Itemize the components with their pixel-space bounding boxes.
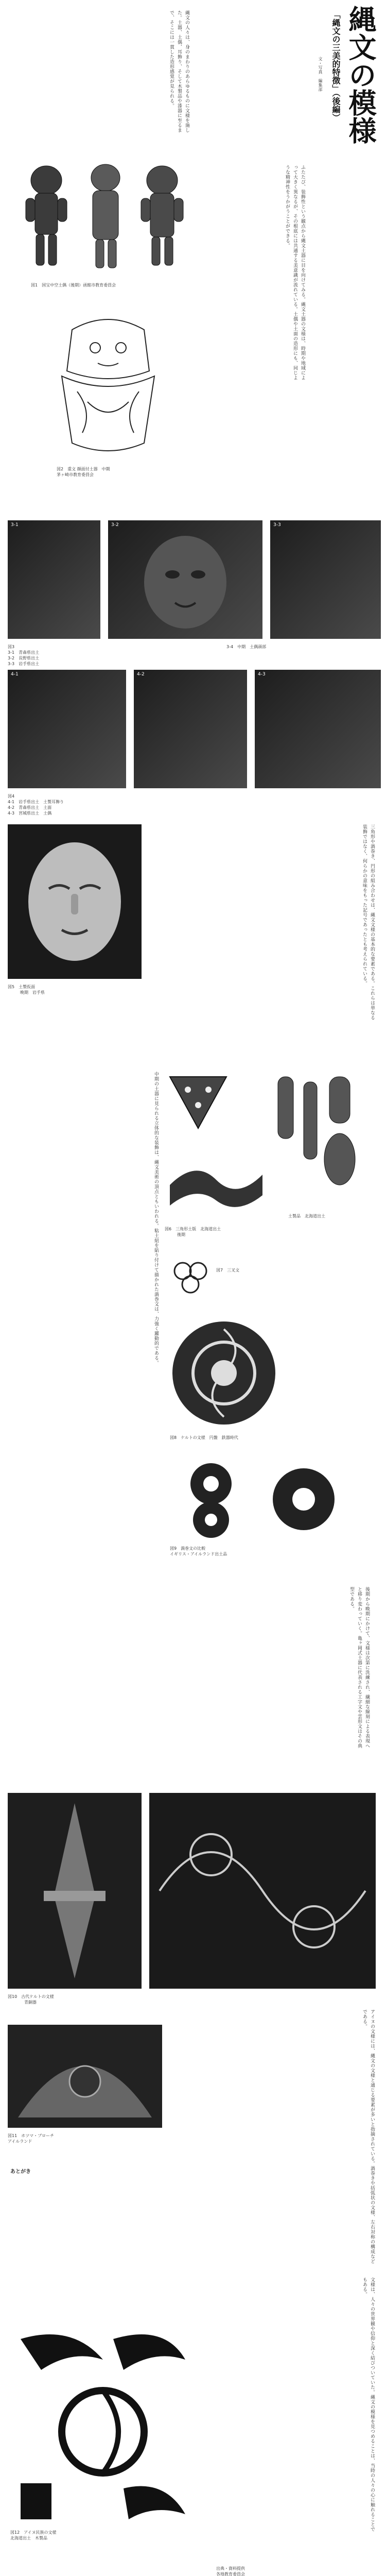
fig4-label-1: 4-1 bbox=[11, 672, 19, 677]
fig3-label-3: 3-3 bbox=[273, 522, 281, 528]
text-column-4: 中期の土器に見られる立体的な装飾は、縄文美術の頂点ともいわれる。粘土紐を貼り付けて描かれた渦巻文は、力強く躍動的である。 bbox=[153, 1072, 159, 1365]
fig7-caption: 図7 三叉文 bbox=[216, 1268, 240, 1273]
fig8-caption: 図8 ケルトの文様 円盤 鉄器時代 bbox=[170, 1435, 238, 1440]
fig3-label-2: 3-2 bbox=[111, 522, 119, 528]
fig3-photo-3 bbox=[270, 520, 381, 639]
fig3-photo-2 bbox=[108, 520, 262, 639]
fig4-photo-1 bbox=[8, 670, 126, 788]
fig6-clay-objects bbox=[268, 1066, 371, 1211]
figurine-2-icon bbox=[91, 164, 120, 268]
text-column-1: ふたたび、装飾性という観点から縄文土器に目を向けてみる。縄文土器の文様は、時期や地域によって大きく異なるが、その根底には共通する美意識が流れている。土偶や土面の造形にも、同じような精神性をうかがうことができる。 bbox=[285, 165, 305, 380]
fig8-celtic-disc bbox=[170, 1319, 278, 1427]
fig7-triple-circle bbox=[170, 1260, 211, 1296]
fig6-triangle-tablet bbox=[165, 1072, 232, 1133]
fig4-label-2: 4-2 bbox=[137, 672, 145, 677]
end-note-heading: あとがき bbox=[10, 2169, 31, 2175]
text-column-5: 後期から晩期にかけて、文様は次第に洗練され、繊細な線刻による表現へと移り変わっていく。亀ヶ岡式土器に代表される工字文や雲形文はその典型である。 bbox=[349, 1587, 370, 1749]
text-column-3: 三角形や渦巻き、円形の組み合わせは、縄文文様の基本的な要素である。これらは単なる装飾ではなく、何らかの意味をもった記号であったとも考えられている。 bbox=[362, 824, 375, 1020]
fig4-photo-3 bbox=[255, 670, 381, 788]
text-column-2: 縄文の人々は、身のまわりのあらゆるものに文様を施した。土器、土偶、耳飾り、そして木製品や漆器に至るまで、そこには一貫した造形感覚が見られる。 bbox=[169, 10, 189, 133]
fig4-caption: 図4 4-1 岩手県出土 土製耳飾り 4-2 青森県出土 土面 4-3 宮城県出土 土偶 bbox=[8, 794, 64, 816]
fig2-caption: 図2 重文 顔面付土器 中期 茅ヶ崎市教育委員会 bbox=[57, 467, 110, 477]
fig12-caption: 図12 アイヌ民族の文様 北海道出土 木製品 bbox=[10, 2530, 57, 2540]
fig3-caption: 図3 3-1 青森県出土 3-2 長野県出土 3-3 岩手県出土 bbox=[8, 645, 40, 666]
fig4-photo-2 bbox=[134, 670, 247, 788]
fig3-caption-right: 3-4 中期 土偶頭部 bbox=[226, 645, 267, 649]
masthead-subtitle: 「縄文の三美的特徴」（後編） bbox=[331, 10, 341, 122]
fig9-swirl-motifs bbox=[170, 1458, 365, 1540]
fig10-caption: 図10 古代ケルトの文様 青銅器 bbox=[8, 1994, 54, 2005]
fig10-pattern-panel bbox=[149, 1793, 376, 1989]
fig11-caption: 図11 ホツマ・ブローチ アイルランド bbox=[8, 2133, 55, 2144]
credits-block: 出典・資料提供 各地教育委員会 bbox=[216, 2566, 245, 2576]
figurine-3-icon bbox=[141, 166, 183, 265]
fig4-label-3: 4-3 bbox=[258, 672, 266, 677]
fig3-label-1: 3-1 bbox=[11, 522, 19, 528]
masthead-title: 縄文の模様 bbox=[344, 5, 377, 144]
fig1-caption: 図1 国宝中空土偶（後期）函館市教育委員会 bbox=[31, 283, 116, 287]
fig6-caption: 図6 三角形土版 北海道出土 後期 bbox=[165, 1227, 221, 1237]
fig5-caption: 図5 土製仮面 晩期 岩手県 bbox=[8, 985, 45, 995]
author-credit: 文・写真 編集部 bbox=[318, 57, 323, 92]
fig5-clay-mask bbox=[8, 824, 142, 979]
fig6-caption-right: 土製品 北海道出土 bbox=[288, 1214, 325, 1218]
fig1-figurines bbox=[15, 149, 196, 278]
text-column-6: アイヌの文様には、縄文の文様と通じる要素が多いと指摘されている。渦巻きや括弧状の文様、左右対称の構成などである。 bbox=[362, 2009, 375, 2264]
fig10-bronze-object bbox=[8, 1793, 142, 1989]
figurine-1-icon bbox=[26, 166, 67, 265]
text-column-7: 文様は、人々の世界観や信仰と深く結びついていた。縄文の模様を見つめることは、当時の人々の心に触れることでもある。 bbox=[362, 2277, 375, 2532]
fig12-ainu-patterns bbox=[10, 2329, 196, 2524]
fig6-curved-object bbox=[165, 1154, 268, 1216]
fig9-caption: 図9 渦巻文の比較 イギリス・アイルランド出土品 bbox=[170, 1546, 227, 1556]
fig2-face-pot bbox=[41, 309, 175, 464]
fig3-photo-1 bbox=[8, 520, 100, 639]
fig11-brooch bbox=[8, 2025, 162, 2128]
